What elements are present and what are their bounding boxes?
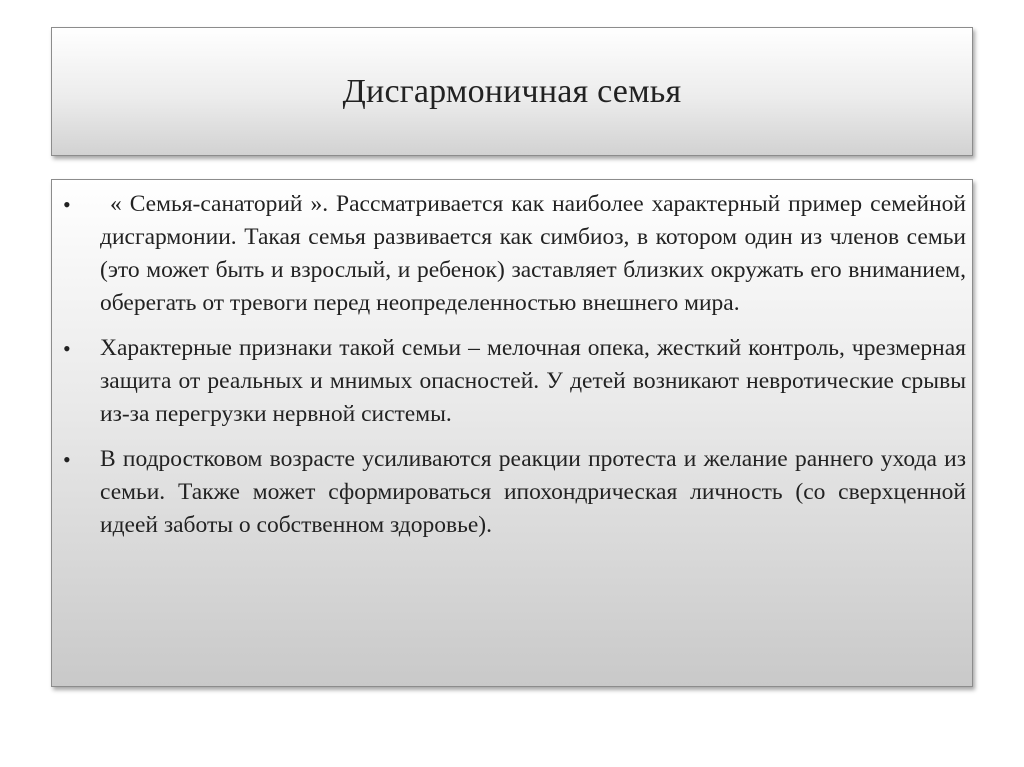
bullet-item-3 <box>62 443 966 542</box>
bullet-item-2 <box>62 332 966 431</box>
bullet-text-1: « Семья-санаторий ». Рассматривается как наиболее характерный пример семейной дисгармонии. Такая семья развивается как симбиоз, в котором один из членов семьи (это может быть и взрослый, и ребенок) заставляет близких окружать его вниманием, оберегать от тревоги перед неопределенностью внешнего мира. <box>100 191 966 316</box>
bullet-icon: • <box>63 192 71 217</box>
title-panel <box>51 27 973 156</box>
bullet-list <box>62 188 966 554</box>
bullet-icon: • <box>63 336 71 361</box>
bullet-text-2: Характерные признаки такой семьи – мелочная опека, жесткий контроль, чрезмерная защита от реальных и мнимых опасностей. У детей возникают невротические срывы из-за перегрузки нервной системы. <box>100 335 966 427</box>
bullet-item-1 <box>62 188 966 320</box>
slide-title: Дисгармоничная семья <box>342 72 682 110</box>
bullet-text-3: В подростковом возрасте усиливаются реакции протеста и желание раннего ухода из семьи. Также может сформироваться ипохондрическая личность (со сверхценной идеей заботы о собственном здоровье). <box>100 446 966 538</box>
bullet-icon: • <box>63 447 71 472</box>
content-panel <box>51 179 973 687</box>
